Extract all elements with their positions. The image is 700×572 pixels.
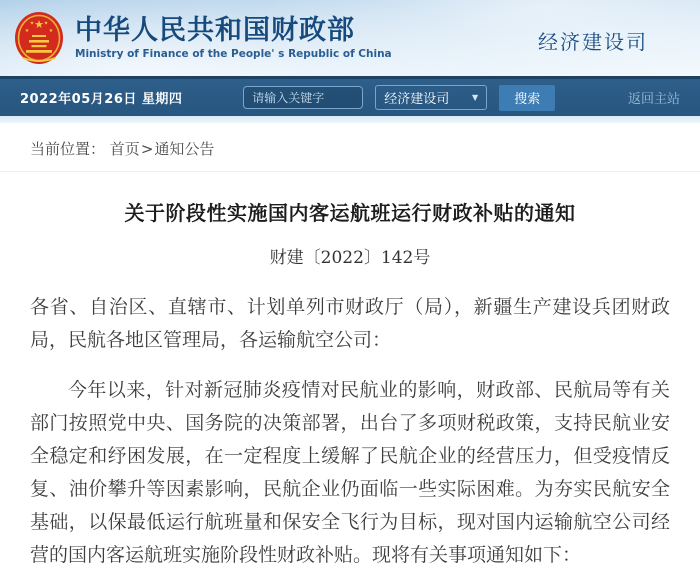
brand-text [75,16,392,61]
search-scope-select[interactable] [375,85,487,110]
toolbar [0,76,700,116]
search-button[interactable]: 搜索 [499,85,555,111]
chevron-down-icon: ▼ [472,93,479,102]
search-scope-value: 经济建设司 [384,92,450,107]
search-input[interactable] [243,86,363,109]
site-title: 中华人民共和国财政部 [75,14,355,46]
svg-text:★: ★ [29,20,35,27]
svg-text:★: ★ [24,28,30,34]
site-brand [12,10,392,66]
svg-text:★: ★ [48,28,54,34]
document-body [0,197,700,572]
back-to-main-site-link[interactable]: 返回主站 [628,92,681,107]
breadcrumb-home-link[interactable]: 首页 [109,140,140,158]
breadcrumb [0,123,700,172]
date-display: 2022年05月26日 星期四 [20,92,183,107]
breadcrumb-current: 通知公告 [154,140,215,158]
document-number: 财建〔2022〕142号 [269,248,431,268]
site-header [0,0,700,76]
svg-text:★: ★ [43,20,49,27]
national-emblem-icon [12,10,66,66]
breadcrumb-label: 当前位置： [30,140,106,158]
department-name: 经济建设司 [538,30,648,54]
breadcrumb-separator: > [140,140,154,158]
sky-strip-divider [0,116,700,123]
document-title: 关于阶段性实施国内客运航班运行财政补贴的通知 [124,201,576,225]
site-subtitle-english: Ministry of Finance of the People' s Republic of China [75,48,392,61]
paragraph-body: 今年以来，针对新冠肺炎疫情对民航业的影响，财政部、民航局等有关部门按照党中央、国务院的决策部署，出台了多项财税政策，支持民航业安全稳定和纾困发展，在一定程度上缓解了民航企业的经营压力，但受疫情反复、油价攀升等因素影响，民航企业仍面临一些实际困难。为夯实民航安全基础，以保最低运行航班量和保安全飞行为目标，现对国内运输航空公司经营的国内客运航班实施阶段性财政补贴。现将有关事项通知如下： [30,379,670,566]
svg-text:★: ★ [34,18,44,31]
paragraph-addressee: 各省、自治区、直辖市、计划单列市财政厅（局），新疆生产建设兵团财政局，民航各地区管理局，各运输航空公司： [30,296,670,351]
